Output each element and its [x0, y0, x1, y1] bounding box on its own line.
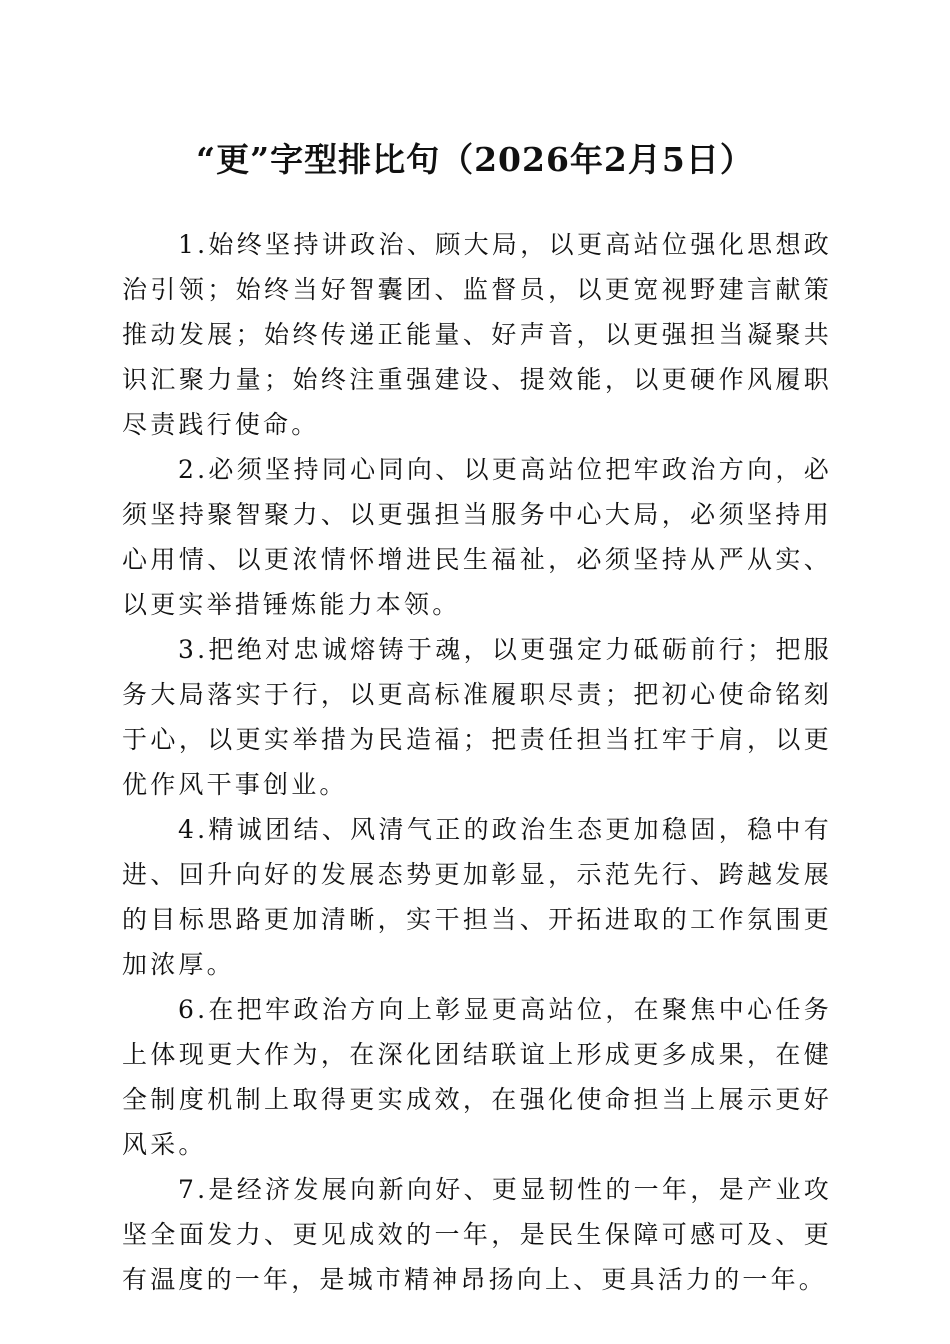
document-body: [122, 222, 832, 1302]
paragraph-4: 4.精诚团结、风清气正的政治生态更加稳固，稳中有进、回升向好的发展态势更加彰显，示范先行、跨越发展的目标思路更加清晰，实干担当、开拓进取的工作氛围更加浓厚。: [122, 815, 832, 979]
paragraph-7: 7.是经济发展向新向好、更显韧性的一年，是产业攻坚全面发力、更见成效的一年，是民生保障可感可及、更有温度的一年，是城市精神昂扬向上、更具活力的一年。: [122, 1175, 832, 1294]
paragraph-6: 6.在把牢政治方向上彰显更高站位，在聚焦中心任务上体现更大作为，在深化团结联谊上形成更多成果，在健全制度机制上取得更实成效，在强化使命担当上展示更好风采。: [122, 995, 832, 1159]
paragraph-3: 3.把绝对忠诚熔铸于魂，以更强定力砥砺前行；把服务大局落实于行，以更高标准履职尽责；把初心使命铭刻于心，以更实举措为民造福；把责任担当扛牢于肩，以更优作风干事创业。: [122, 635, 832, 799]
document-title: “更”字型排比句（2026年2月5日）: [196, 140, 754, 179]
paragraph-1: 1.始终坚持讲政治、顾大局，以更高站位强化思想政治引领；始终当好智囊团、监督员，以更宽视野建言献策推动发展；始终传递正能量、好声音，以更强担当凝聚共识汇聚力量；始终注重强建设、提效能，以更硬作风履职尽责践行使命。: [122, 230, 832, 439]
paragraph-2: 2.必须坚持同心同向、以更高站位把牢政治方向，必须坚持聚智聚力、以更强担当服务中心大局，必须坚持用心用情、以更浓情怀增进民生福祉，必须坚持从严从实、以更实举措锤炼能力本领。: [122, 455, 832, 619]
